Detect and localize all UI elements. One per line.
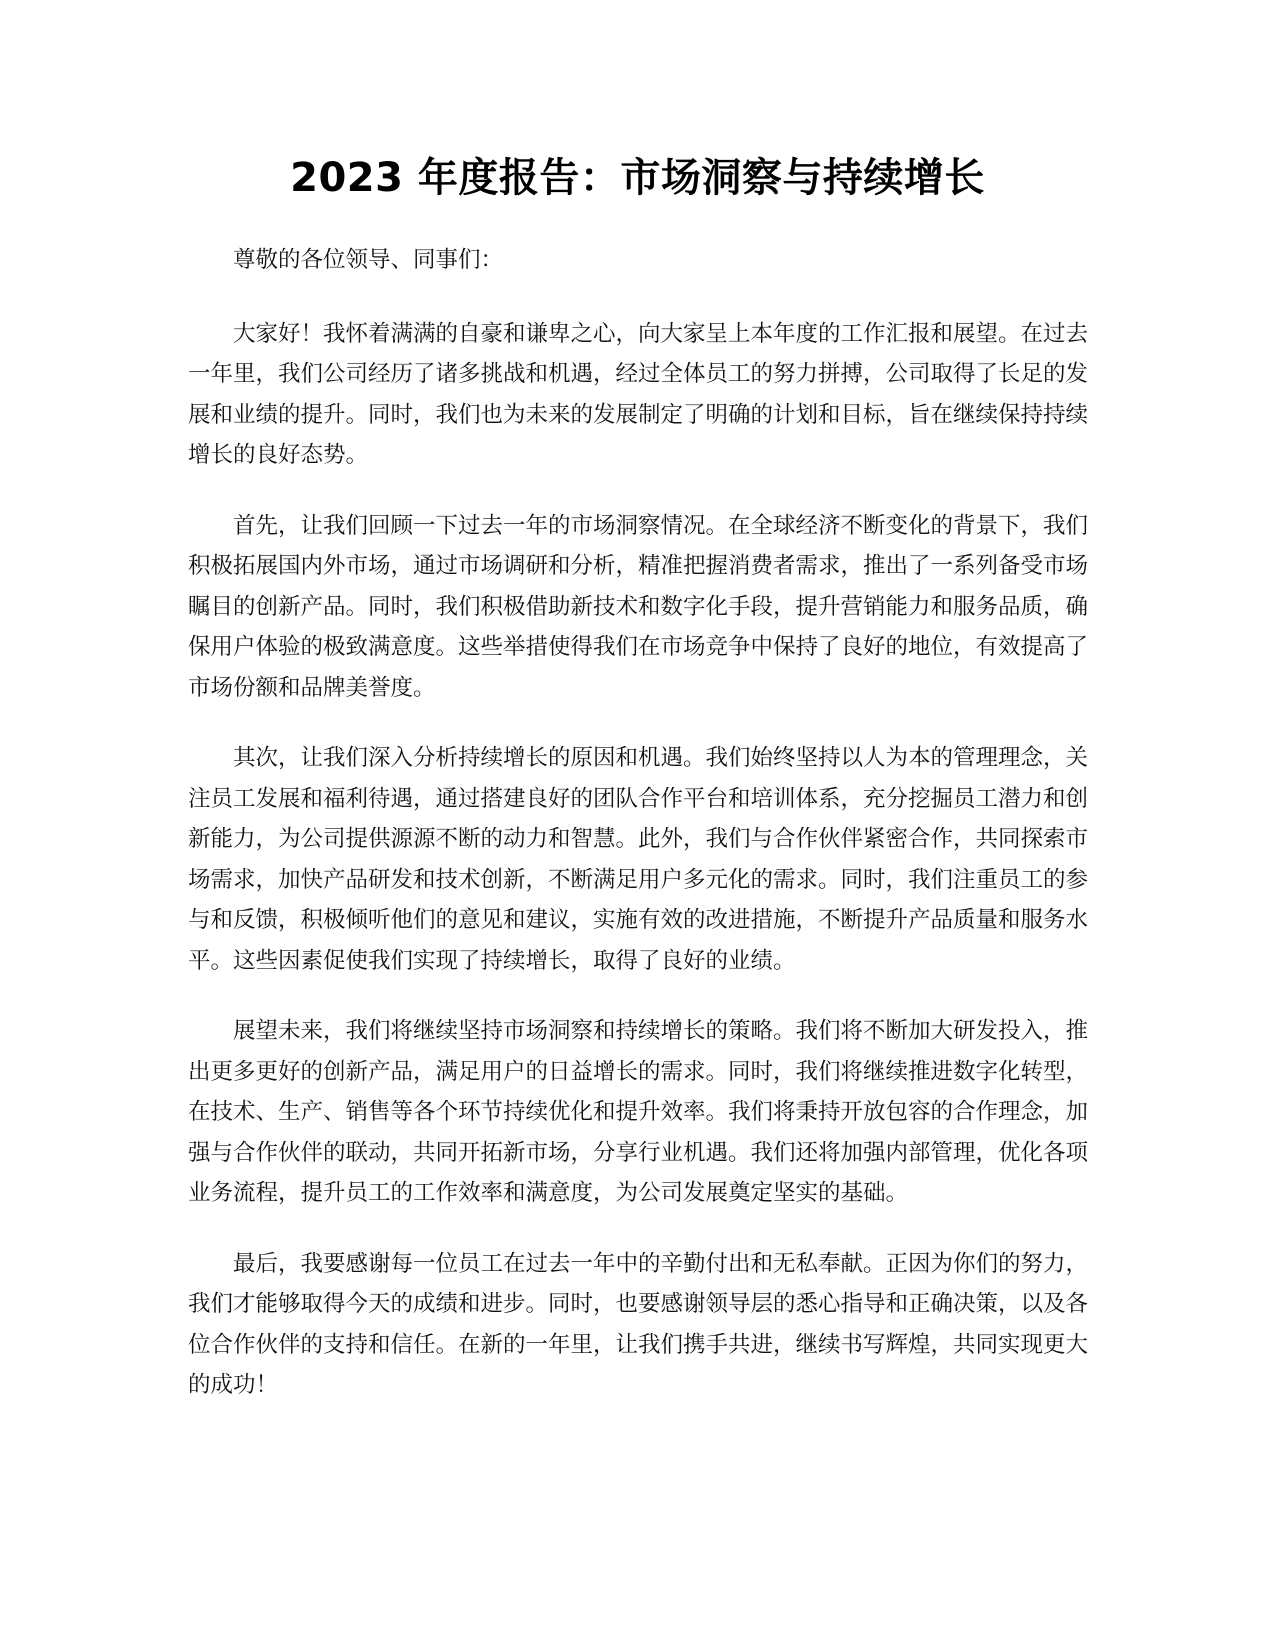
paragraph-growth-analysis: 其次，让我们深入分析持续增长的原因和机遇。我们始终坚持以人为本的管理理念，关注员工发展和福利待遇，通过搭建良好的团队合作平台和培训体系，充分挖掘员工潜力和创新能力，为公司提供源源不断的动力和智慧。此外，我们与合作伙伴紧密合作，共同探索市场需求，加快产品研发和技术创新，不断满足用户多元化的需求。同时，我们注重员工的参与和反馈，积极倾听他们的意见和建议，实施有效的改进措施，不断提升产品质量和服务水平。这些因素促使我们实现了持续增长，取得了良好的业绩。 <box>188 745 1089 974</box>
document-title: 2023 年度报告：市场洞察与持续增长 <box>290 155 985 201</box>
paragraph-thanks: 最后，我要感谢每一位员工在过去一年中的辛勤付出和无私奉献。正因为你们的努力，我们才能够取得今天的成绩和进步。同时，也要感谢领导层的悉心指导和正确决策，以及各位合作伙伴的支持和信任。在新的一年里，让我们携手共进，继续书写辉煌，共同实现更大的成功！ <box>188 1250 1089 1398</box>
salutation: 尊敬的各位领导、同事们： <box>233 247 504 273</box>
paragraph-outlook: 展望未来，我们将继续坚持市场洞察和持续增长的策略。我们将不断加大研发投入，推出更多更好的创新产品，满足用户的日益增长的需求。同时，我们将继续推进数字化转型，在技术、生产、销售等各个环节持续优化和提升效率。我们将秉持开放包容的合作理念，加强与合作伙伴的联动，共同开拓新市场，分享行业机遇。我们还将加强内部管理，优化各项业务流程，提升员工的工作效率和满意度，为公司发展奠定坚实的基础。 <box>188 1018 1089 1206</box>
document-body <box>188 240 1088 1436</box>
paragraph-market-insight: 首先，让我们回顾一下过去一年的市场洞察情况。在全球经济不断变化的背景下，我们积极拓展国内外市场，通过市场调研和分析，精准把握消费者需求，推出了一系列备受市场瞩目的创新产品。同时，我们积极借助新技术和数字化手段，提升营销能力和服务品质，确保用户体验的极致满意度。这些举措使得我们在市场竞争中保持了良好的地位，有效提高了市场份额和品牌美誉度。 <box>188 512 1089 701</box>
paragraph-greeting: 大家好！我怀着满满的自豪和谦卑之心，向大家呈上本年度的工作汇报和展望。在过去一年里，我们公司经历了诸多挑战和机遇，经过全体员工的努力拼搏，公司取得了长足的发展和业绩的提升。同时，我们也为未来的发展制定了明确的计划和目标，旨在继续保持持续增长的良好态势。 <box>188 320 1089 468</box>
